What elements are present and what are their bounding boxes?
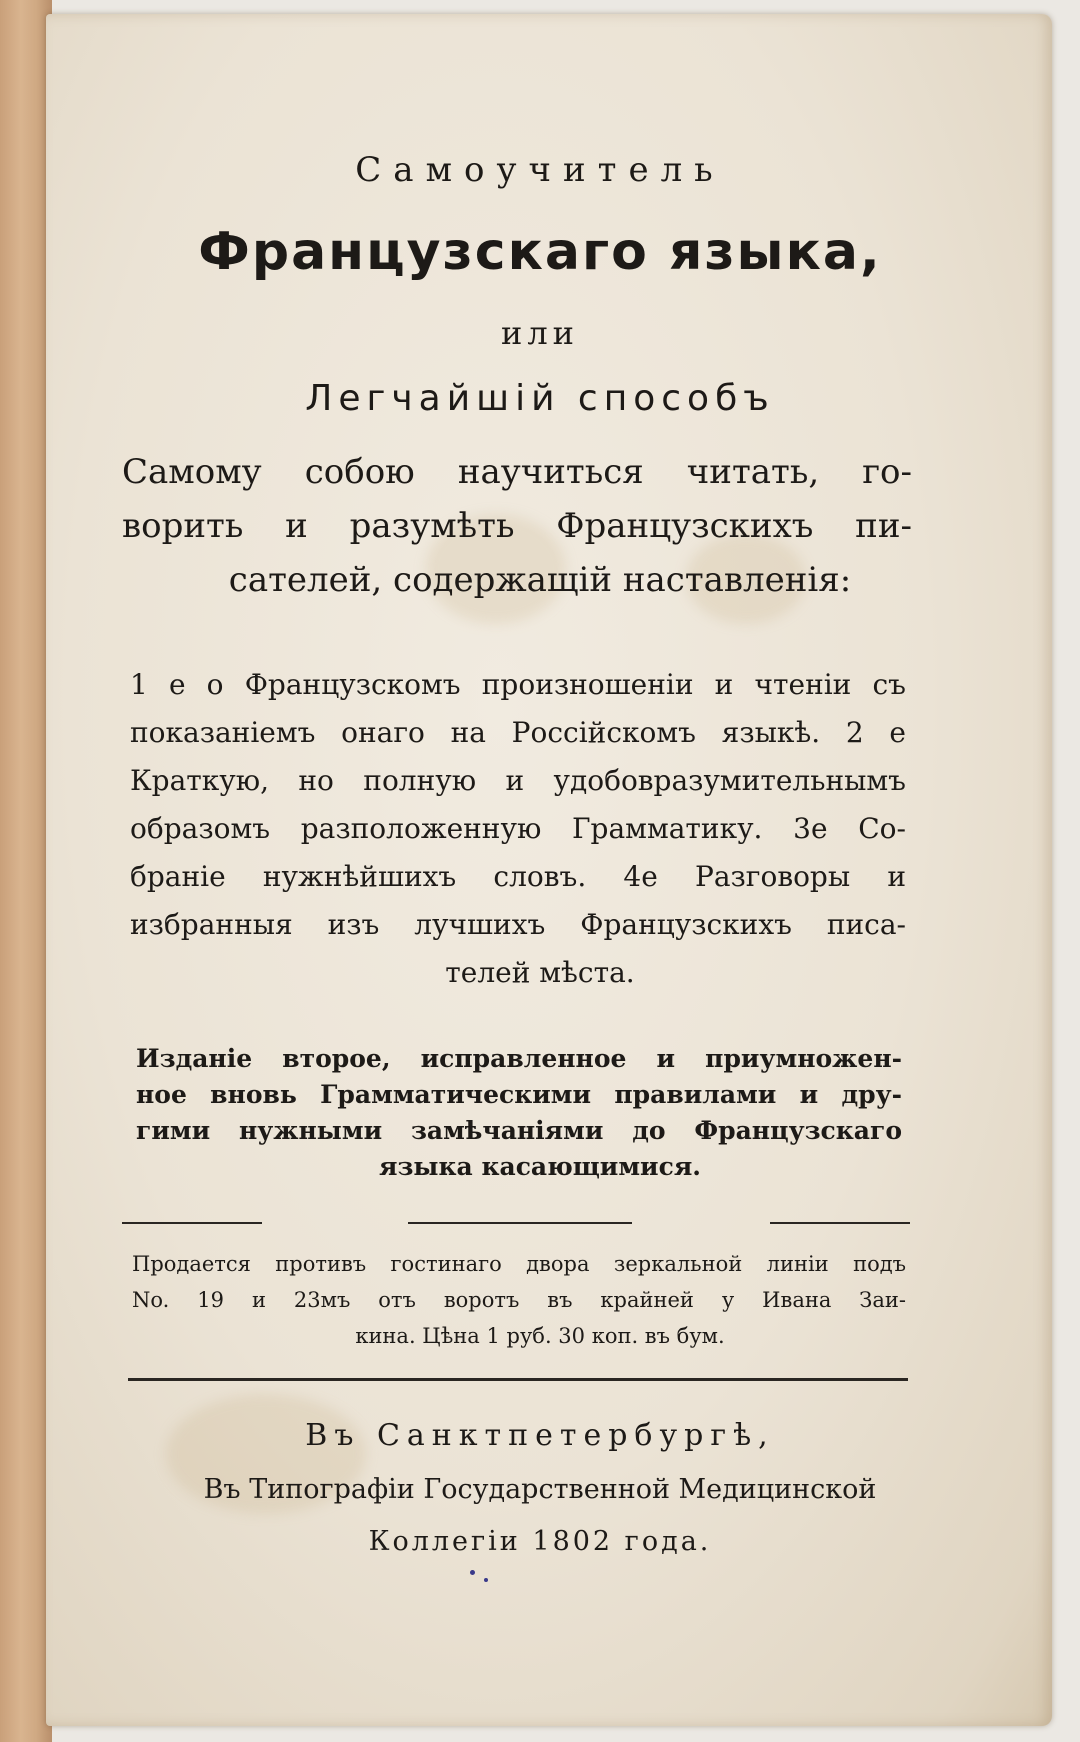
intro-line-3: сателей, содержащій наставленія: [228, 560, 852, 600]
title-line-2: Французскаго языка, [198, 222, 882, 282]
contents-line-7: телей мѣста. [445, 956, 635, 989]
ink-mark [484, 1578, 488, 1582]
edition-line-2: ное вновь Грамматическими правилами и дру- [136, 1080, 902, 1109]
contents-line-1: 1 е о Французскомъ произношеніи и чтеніи съ [130, 668, 906, 701]
sale-line-1: Продается противъ гостинаго двора зеркальной линіи подъ [132, 1252, 906, 1276]
imprint-line-2: Въ Типографіи Государственной Медицинской [203, 1474, 877, 1505]
edition-line-3: гими нужными замѣчаніями до Французскаго [136, 1116, 902, 1145]
sale-line-2: No. 19 и 23мъ отъ воротъ въ крайней у Ивана Заи- [132, 1288, 906, 1312]
contents-line-5: браніе нужнѣйшихъ словъ. 4е Разговоры и [130, 860, 906, 893]
title-line-4: Легчайшій способъ [305, 378, 775, 419]
contents-line-6: избранныя изъ лучшихъ Французскихъ писа- [130, 908, 906, 941]
imprint-line-1: Въ Санктпетербургѣ, [305, 1418, 775, 1453]
divider-right [770, 1222, 910, 1224]
intro-line-2: ворить и разумѣть Французскихъ пи- [122, 506, 912, 546]
title-line-1: Самоучитель [355, 150, 725, 190]
intro-line-1: Самому собою научиться читать, го- [122, 452, 912, 492]
contents-line-3: Краткую, но полную и удобовразумительнымъ [130, 764, 906, 797]
imprint-line-3: Коллегіи 1802 года. [368, 1526, 712, 1557]
edition-line-1: Изданіе второе, исправленное и приумножен- [136, 1044, 902, 1073]
title-line-3: или [501, 314, 579, 352]
edition-line-4: языка касающимися. [379, 1152, 701, 1181]
contents-line-2: показаніемъ онаго на Россійскомъ языкѣ. 2 е [130, 716, 906, 749]
divider-center [408, 1222, 632, 1224]
contents-line-4: образомъ разположенную Грамматику. 3е Со- [130, 812, 906, 845]
divider-long [128, 1378, 908, 1381]
sale-line-3: кина. Цѣна 1 руб. 30 коп. въ бум. [355, 1324, 725, 1348]
divider-left [122, 1222, 262, 1224]
ink-mark [470, 1570, 475, 1575]
